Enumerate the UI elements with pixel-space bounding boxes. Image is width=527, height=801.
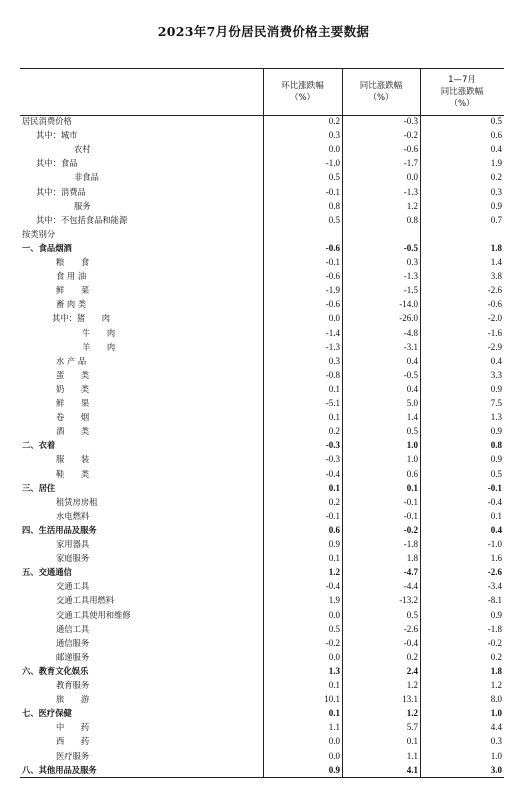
cell-mom: 0.0	[328, 609, 340, 620]
cell-ytd: 0.6	[490, 130, 502, 141]
cell-mom: -0.8	[325, 369, 340, 380]
cell-ytd: -0.2	[487, 637, 502, 648]
row-label: 旅 游	[56, 694, 90, 705]
cell-yoy: -0.3	[403, 116, 418, 126]
cell-ytd: 0.9	[490, 609, 502, 620]
cell-mom: -5.1	[325, 398, 340, 408]
cell-ytd: -0.6	[487, 299, 502, 310]
cell-yoy: 0.4	[406, 383, 418, 394]
cell-ytd: 1.4	[490, 257, 502, 267]
cell-mom: -0.2	[325, 637, 340, 648]
cell-mom: 0.1	[328, 680, 340, 690]
cell-mom: 0.0	[328, 313, 340, 324]
cell-ytd: 8.0	[490, 694, 502, 705]
cell-mom: -0.1	[325, 510, 340, 521]
cell-yoy: -26.0	[399, 313, 418, 324]
cell-mom: 1.9	[328, 595, 340, 606]
cell-mom: 0.0	[328, 144, 340, 155]
cell-ytd: -0.4	[487, 496, 502, 507]
cell-ytd: 3.3	[490, 369, 502, 380]
cell-yoy: 0.5	[406, 609, 418, 620]
cell-mom: 0.1	[328, 708, 340, 719]
cell-yoy: 1.0	[406, 440, 418, 451]
row-label: 医疗服务	[56, 750, 90, 761]
row-label: 居民消费价格	[22, 116, 72, 126]
cell-yoy: 1.8	[406, 553, 418, 564]
header-yoy-text: 同比涨跌幅 （%）	[359, 81, 403, 103]
cell-mom: 0.2	[328, 116, 340, 126]
row-label: 水 产 品	[56, 355, 87, 366]
row-label: 通信工具	[56, 623, 90, 634]
header-yoy	[342, 69, 420, 115]
cell-ytd: 0.3	[490, 736, 502, 747]
cell-yoy: 1.2	[406, 200, 418, 211]
table-row	[20, 509, 504, 523]
cell-ytd: 1.6	[490, 553, 502, 564]
table-row	[20, 565, 504, 579]
cell-ytd: 7.5	[490, 398, 502, 408]
cell-ytd: 1.2	[490, 680, 502, 690]
cell-mom: 0.0	[328, 736, 340, 747]
row-label: 非食品	[74, 172, 99, 183]
cell-yoy: 5.7	[406, 722, 418, 733]
cell-ytd: 1.9	[490, 158, 502, 169]
row-label: 通信服务	[56, 637, 90, 648]
cell-mom: -0.1	[325, 186, 340, 197]
cell-ytd: 1.3	[490, 412, 502, 423]
row-label: 交通工具用燃料	[56, 595, 115, 606]
cell-yoy: -0.1	[403, 496, 418, 507]
row-label: 中 药	[56, 722, 90, 733]
cell-mom: 0.5	[328, 623, 340, 634]
cell-yoy: 1.2	[406, 708, 418, 719]
table-row	[20, 156, 504, 170]
cell-ytd: -2.9	[487, 341, 502, 352]
row-label: 邮递服务	[56, 651, 90, 662]
table-row	[20, 311, 504, 325]
row-label: 服 装	[56, 454, 90, 465]
table-row	[20, 185, 504, 199]
cell-yoy: -0.2	[403, 524, 418, 535]
table-bottom-border	[20, 777, 504, 778]
cell-mom: 0.0	[328, 750, 340, 761]
table-row	[20, 636, 504, 650]
table-row	[20, 255, 504, 269]
table-row	[20, 551, 504, 565]
row-label: 卷 烟	[56, 412, 90, 423]
cell-mom: 0.5	[328, 214, 340, 225]
cell-yoy: 0.1	[406, 736, 418, 747]
table-row	[20, 749, 504, 763]
row-label: 奶 类	[56, 383, 90, 394]
row-label: 其中：不包括食品和能源	[36, 214, 128, 225]
cell-yoy: -4.8	[403, 327, 418, 338]
cell-ytd: -3.4	[487, 581, 502, 592]
cell-yoy: 1.1	[406, 750, 418, 761]
row-label: 西 药	[56, 736, 90, 747]
cell-ytd: 0.5	[490, 116, 502, 126]
table-row	[20, 241, 504, 255]
cell-ytd: 1.8	[490, 665, 502, 676]
cell-yoy: 0.8	[406, 214, 418, 225]
cell-yoy: -2.6	[403, 623, 418, 634]
table-row	[20, 734, 504, 748]
table-row	[20, 170, 504, 184]
cell-ytd: 1.8	[490, 242, 502, 253]
cell-mom: 1.1	[328, 722, 340, 733]
cell-ytd: 0.3	[490, 186, 502, 197]
cell-ytd: 1.0	[490, 708, 502, 719]
cell-ytd: 3.8	[490, 271, 502, 282]
page-title: 2023年7月份居民消费价格主要数据	[157, 24, 370, 39]
cell-yoy: -0.2	[403, 130, 418, 141]
cell-mom: 0.9	[328, 764, 340, 775]
cell-yoy: 0.5	[406, 426, 418, 437]
row-label: 其中：猪 肉	[52, 313, 111, 324]
cell-yoy: -4.4	[403, 581, 418, 592]
cell-mom: 0.2	[328, 496, 340, 507]
cell-ytd: 0.1	[490, 510, 502, 521]
cell-yoy: -0.5	[403, 242, 418, 253]
table-row	[20, 763, 504, 777]
cell-yoy: -14.0	[399, 299, 418, 310]
table-row	[20, 114, 504, 128]
table-row	[20, 678, 504, 692]
cell-mom: -0.6	[325, 299, 340, 310]
header-ytd	[420, 69, 504, 115]
cell-yoy: -4.7	[403, 567, 418, 578]
table-row	[20, 340, 504, 354]
cell-ytd: 1.0	[490, 750, 502, 761]
cell-yoy: 0.6	[406, 468, 418, 479]
row-label: 一、食品烟酒	[22, 242, 72, 253]
cell-yoy: 4.1	[406, 764, 418, 775]
table-row	[20, 128, 504, 142]
table-row	[20, 199, 504, 213]
cell-yoy: -0.1	[403, 510, 418, 521]
cell-mom: 0.3	[328, 130, 340, 141]
cell-ytd: -0.1	[487, 482, 502, 493]
cell-ytd: -2.6	[487, 285, 502, 296]
cell-yoy: -0.5	[403, 369, 418, 380]
cell-mom: -0.4	[325, 581, 340, 592]
cell-yoy: 13.1	[402, 694, 418, 705]
row-label: 六、教育文化娱乐	[22, 665, 89, 676]
table-row	[20, 579, 504, 593]
row-label: 鲜 果	[56, 398, 90, 408]
row-label: 食 用 油	[56, 271, 87, 282]
cell-yoy: -3.1	[403, 341, 418, 352]
table-row	[20, 593, 504, 607]
row-label: 家庭服务	[56, 553, 90, 564]
row-label: 家用器具	[56, 539, 90, 549]
cell-mom: -0.4	[325, 468, 340, 479]
row-label: 酒 类	[56, 426, 90, 437]
cell-mom: -0.6	[325, 271, 340, 282]
cell-mom: 0.0	[328, 651, 340, 662]
table-row	[20, 213, 504, 227]
cell-ytd: -1.0	[487, 539, 502, 549]
cell-ytd: 0.7	[490, 214, 502, 225]
cell-mom: -1.9	[325, 285, 340, 296]
cell-yoy: 0.0	[406, 172, 418, 183]
cell-mom: -0.6	[325, 242, 340, 253]
table-row	[20, 396, 504, 410]
row-label: 三、居住	[22, 482, 56, 493]
cell-ytd: 0.2	[490, 651, 502, 662]
cell-mom: -1.4	[325, 327, 340, 338]
cell-mom: -1.0	[325, 158, 340, 169]
table-row	[20, 608, 504, 622]
header-mom	[263, 69, 342, 115]
cell-mom: 0.5	[328, 172, 340, 183]
cell-mom: 0.2	[328, 426, 340, 437]
cell-yoy: 0.4	[406, 355, 418, 366]
row-label: 按类别分	[22, 228, 56, 239]
cell-yoy: 2.4	[406, 665, 418, 676]
cell-yoy: 5.0	[406, 398, 418, 408]
row-label: 畜 肉 类	[56, 299, 87, 310]
row-label: 牛 肉	[82, 327, 116, 338]
table-row	[20, 467, 504, 481]
table-row	[20, 706, 504, 720]
cell-ytd: -1.6	[487, 327, 502, 338]
cell-yoy: -1.3	[403, 186, 418, 197]
row-label: 七、医疗保健	[22, 708, 72, 719]
cpi-table	[20, 68, 504, 116]
row-label: 农村	[74, 144, 91, 155]
row-label: 羊 肉	[82, 341, 116, 352]
cell-ytd: -2.6	[487, 567, 502, 578]
table-row	[20, 410, 504, 424]
cell-yoy: 1.2	[406, 680, 418, 690]
cell-yoy: 0.1	[406, 482, 418, 493]
cell-ytd: 0.4	[490, 144, 502, 155]
row-label: 粮 食	[56, 257, 90, 267]
row-label: 其中：食品	[36, 158, 78, 169]
cell-ytd: 0.9	[490, 200, 502, 211]
table-row	[20, 452, 504, 466]
cell-mom: 0.1	[328, 553, 340, 564]
cell-mom: -1.3	[325, 341, 340, 352]
table-row	[20, 622, 504, 636]
row-label: 二、衣着	[22, 440, 56, 451]
cell-yoy: 1.4	[406, 412, 418, 423]
table-row	[20, 495, 504, 509]
cell-mom: -0.3	[325, 440, 340, 451]
row-label: 水电燃料	[56, 510, 90, 521]
cell-yoy: -13.2	[399, 595, 418, 606]
cell-mom: 0.9	[328, 539, 340, 549]
table-row	[20, 142, 504, 156]
cell-yoy: -0.4	[403, 637, 418, 648]
table-row	[20, 354, 504, 368]
cell-yoy: -1.5	[403, 285, 418, 296]
cell-ytd: 3.0	[490, 764, 502, 775]
table-row	[20, 481, 504, 495]
table-row	[20, 438, 504, 452]
table-row	[20, 664, 504, 678]
cell-mom: 0.6	[328, 524, 340, 535]
table-row	[20, 424, 504, 438]
table-row	[20, 227, 504, 241]
table-row	[20, 283, 504, 297]
cell-mom: 1.3	[328, 665, 340, 676]
cell-ytd: -2.0	[487, 313, 502, 324]
table-row	[20, 523, 504, 537]
cell-mom: 10.1	[324, 694, 340, 705]
cell-yoy: 0.2	[406, 651, 418, 662]
row-label: 四、生活用品及服务	[22, 524, 97, 535]
cell-mom: -0.3	[325, 454, 340, 465]
row-label: 其中：城市	[36, 130, 78, 141]
header-ytd-text: 1—7月 同比涨跌幅 （%）	[440, 75, 484, 109]
table-row	[20, 720, 504, 734]
cell-ytd: 0.9	[490, 454, 502, 465]
table-row	[20, 382, 504, 396]
table-row	[20, 269, 504, 283]
cell-yoy: -1.7	[403, 158, 418, 169]
cell-mom: 0.3	[328, 355, 340, 366]
row-label: 其中：消费品	[36, 186, 86, 197]
table-row	[20, 692, 504, 706]
row-label: 蛋 类	[56, 369, 90, 380]
cell-yoy: 0.3	[406, 257, 418, 267]
cell-ytd: 0.9	[490, 426, 502, 437]
cell-ytd: 0.5	[490, 468, 502, 479]
row-label: 交通工具使用和维修	[56, 609, 131, 620]
header-mom-text: 环比涨跌幅 （%）	[281, 81, 324, 103]
cell-ytd: 4.4	[490, 722, 502, 733]
cell-mom: 0.8	[328, 200, 340, 211]
cell-ytd: 0.4	[490, 355, 502, 366]
row-label: 租赁房房租	[56, 496, 98, 507]
cell-ytd: 0.4	[490, 524, 502, 535]
row-label: 八、其他用品及服务	[22, 764, 97, 775]
cell-yoy: -1.3	[403, 271, 418, 282]
cell-mom: -0.1	[325, 257, 340, 267]
table-row	[20, 368, 504, 382]
cell-ytd: -1.8	[487, 623, 502, 634]
cell-ytd: 0.9	[490, 383, 502, 394]
cell-ytd: 0.2	[490, 172, 502, 183]
cell-mom: 0.1	[328, 482, 340, 493]
row-label: 五、交通通信	[22, 567, 72, 578]
row-label: 服务	[74, 200, 91, 211]
row-label: 交通工具	[56, 581, 90, 592]
table-row	[20, 326, 504, 340]
table-row	[20, 297, 504, 311]
cell-mom: 0.1	[328, 383, 340, 394]
table-row	[20, 650, 504, 664]
cell-ytd: -8.1	[487, 595, 502, 606]
table-header	[20, 68, 504, 116]
row-label: 教育服务	[56, 680, 90, 690]
cell-mom: 0.1	[328, 412, 340, 423]
cell-mom: 1.2	[328, 567, 340, 578]
table-row	[20, 537, 504, 551]
cell-yoy: 1.0	[406, 454, 418, 465]
cell-yoy: -0.6	[403, 144, 418, 155]
row-label: 鞋 类	[56, 468, 90, 479]
cell-yoy: -1.8	[403, 539, 418, 549]
cell-ytd: 0.8	[490, 440, 502, 451]
row-label: 鲜 菜	[56, 285, 90, 296]
